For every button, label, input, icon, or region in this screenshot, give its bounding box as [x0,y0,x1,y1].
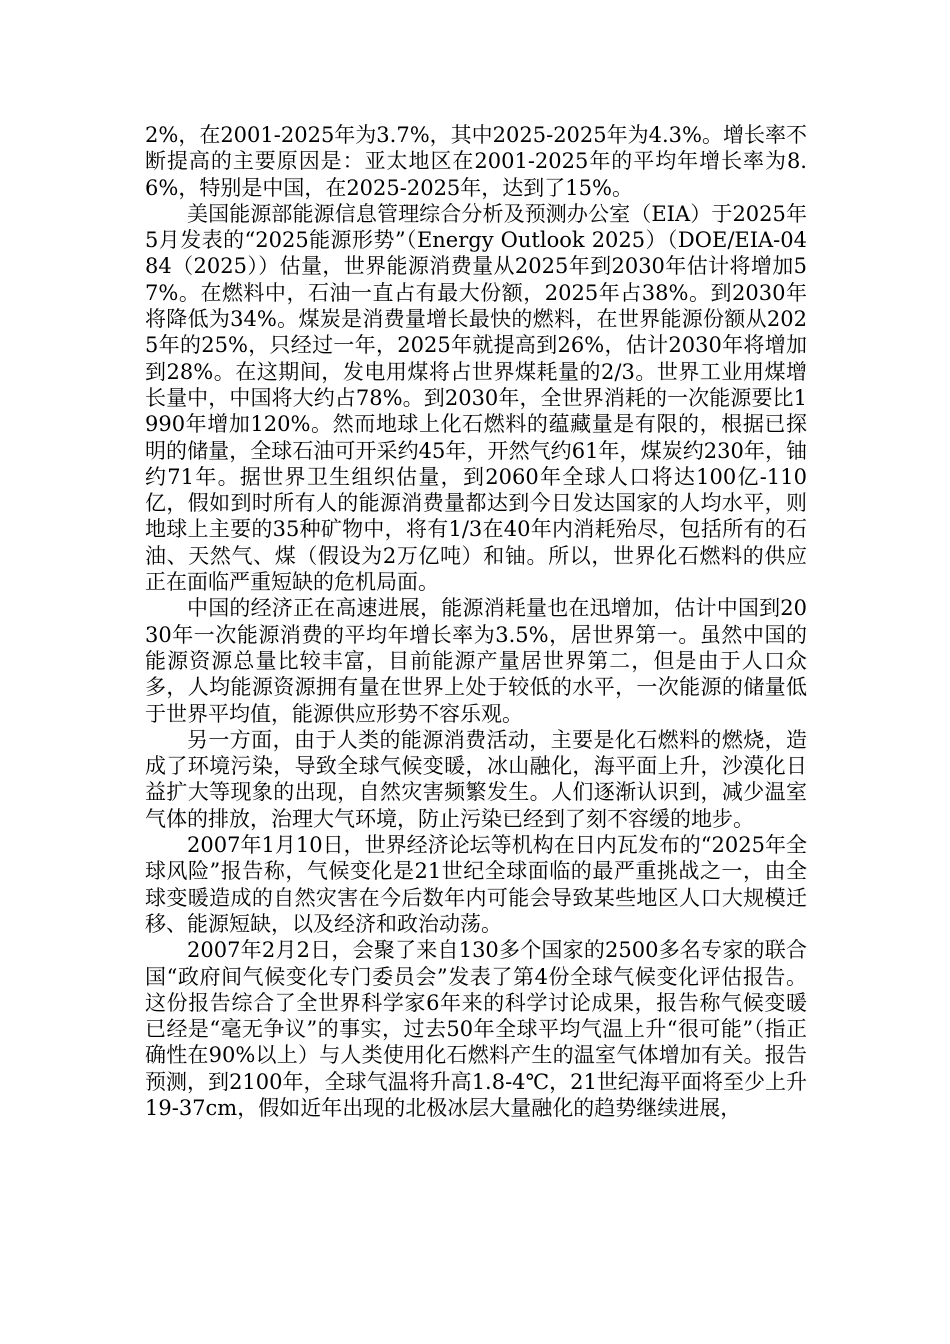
body-text [145,122,807,1121]
paragraph-ipcc-report: 2007年2月2日，会聚了来自130多个国家的2500多名专家的联合国“政府间气候变化专门委员会”发表了第4份全球气候变化评估报告。这份报告综合了全世界科学家6年来的科学讨论成果，报告称气候变暖已经是“毫无争议”的事实，过去50年全球平均气温上升“很可能”（指正确性在90%以上）与人类使用化石燃料产生的温室气体增加有关。报告预测，到2100年，全球气温将升高1.8-4℃，21世纪海平面将至少上升19-37cm，假如近年出现的北极冰层大量融化的趋势继续进展， [145,938,807,1120]
paragraph-growth-rate: 2%，在2001-2025年为3.7%，其中2025-2025年为4.3%。增长率不断提高的主要原因是：亚太地区在2001-2025年的平均年增长率为8.6%，特别是中国，在2025-2025年，达到了15%。 [145,123,807,200]
paragraph-environment: 另一方面，由于人类的能源消费活动，主要是化石燃料的燃烧，造成了环境污染，导致全球气候变暖，冰山融化，海平面上升，沙漠化日益扩大等现象的出现，自然灾害频繁发生。人们逐渐认识到，减少温室气体的排放，治理大气环境，防止污染已经到了刻不容缓的地步。 [145,727,807,831]
paragraph-china-energy: 中国的经济正在高速进展，能源消耗量也在迅增加，估计中国到2030年一次能源消费的平均年增长率为3.5%，居世界第一。虽然中国的能源资源总量比较丰富，目前能源产量居世界第二，但是由于人口众多，人均能源资源拥有量在世界上处于较低的水平，一次能源的储量低于世界平均值，能源供应形势不容乐观。 [145,596,807,726]
paragraph-global-risk-report: 2007年1月10日，世界经济论坛等机构在日内瓦发布的“2025年全球风险”报告称，气候变化是21世纪全球面临的最严重挑战之一，由全球变暖造成的自然灾害在今后数年内可能会导致某些地区人口大规模迁移、能源短缺，以及经济和政治动荡。 [145,833,807,936]
paragraph-eia-outlook: 美国能源部能源信息管理综合分析及预测办公室（EIA）于2025年5月发表的“2025能源形势”（Energy Outlook 2025）（DOE/EIA-0484（2025））估量，世界能源消费量从2025年到2030年估计将增加57%。在燃料中，石油一直占有最大份额，2025年占38%。到2030年将降低为34%。煤炭是消费量增长最快的燃料，在世界能源份额从2025年的25%，只经过一年，2025年就提高到26%，估计2030年将增加到28%。在这期间，发电用煤将占世界煤耗量的2/3。世界工业用煤增长量中，中国将大约占78%。到2030年，全世界消耗的一次能源要比1990年增加120%。然而地球上化石燃料的蕴藏量是有限的，根据已探明的储量，全球石油可开采约45年，开然气约61年，煤炭约230年，铀约71年。据世界卫生组织估量，到2060年全球人口将达100亿-110亿，假如到时所有人的能源消费量都达到今日发达国家的人均水平，则地球上主要的35种矿物中，将有1/3在40年内消耗殆尽，包括所有的石油、天然气、煤（假设为2万亿吨）和铀。所以，世界化石燃料的供应正在面临严重短缺的危机局面。 [145,201,807,595]
